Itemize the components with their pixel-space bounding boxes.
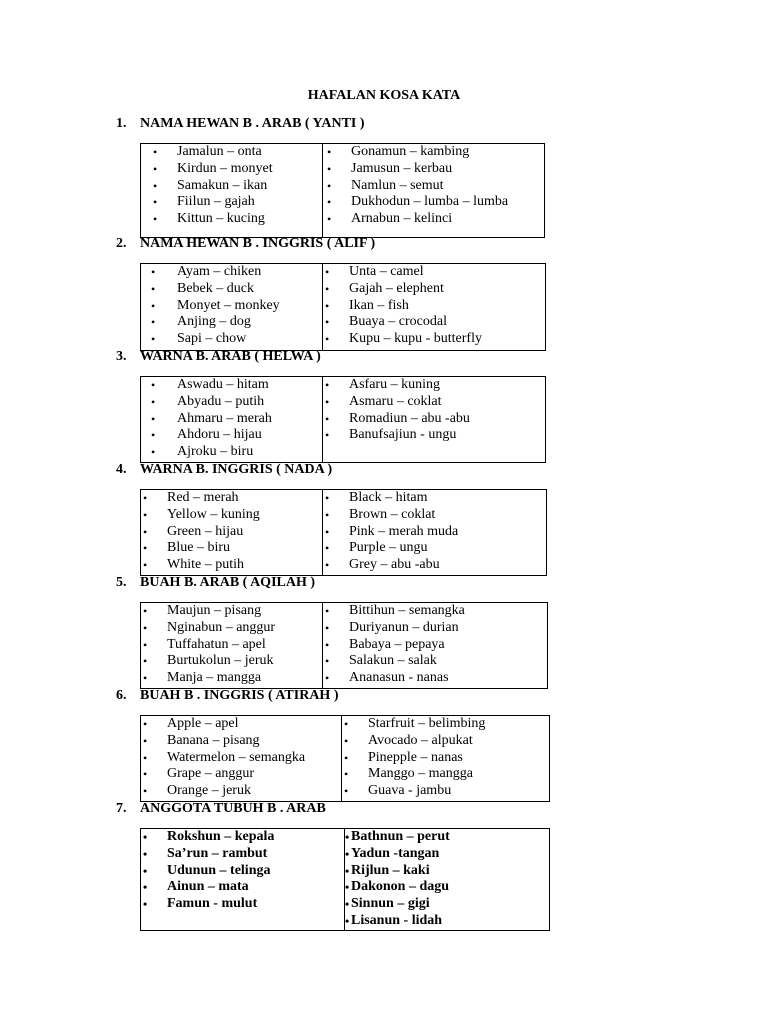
vocab-item	[323, 178, 544, 195]
vocab-item	[141, 377, 322, 394]
section-heading	[116, 688, 339, 704]
bullet-icon: •	[325, 332, 330, 347]
bullet-icon: •	[143, 830, 148, 844]
bullet-icon: •	[344, 750, 349, 765]
vocab-item	[141, 444, 322, 461]
section-title: WARNA B. ARAB ( HELWA )	[140, 349, 321, 364]
vocab-text: Sapi – chow	[177, 331, 247, 347]
bullet-icon: •	[143, 717, 148, 731]
vocab-item	[323, 653, 547, 670]
vocab-item	[141, 331, 322, 348]
section-number: 6.	[116, 688, 127, 703]
vocab-item	[345, 829, 549, 846]
vocab-text: Sa’run – rambut	[167, 845, 268, 861]
vocab-text: Grey – abu -abu	[349, 557, 440, 573]
vocab-text: Purple – ungu	[349, 540, 428, 556]
bullet-icon: •	[143, 558, 148, 573]
bullet-icon: •	[143, 897, 148, 912]
bullet-icon: •	[325, 428, 330, 443]
vocab-item	[323, 314, 545, 331]
vocab-column-right	[323, 144, 545, 238]
vocab-text: Sinnun – gigi	[351, 896, 430, 912]
vocab-text: Bathnun – perut	[351, 829, 450, 844]
vocab-column-left	[141, 377, 323, 463]
vocab-text: Ajroku – biru	[177, 444, 254, 460]
bullet-icon: •	[325, 378, 330, 392]
vocab-item	[141, 211, 322, 228]
vocab-text: Avocado – alpukat	[368, 732, 473, 748]
bullet-icon: •	[345, 913, 350, 928]
vocab-text: Kirdun – monyet	[177, 160, 273, 176]
vocab-column-left	[141, 829, 345, 931]
vocab-text: Dukhodun – lumba – lumba	[351, 194, 509, 210]
bullet-icon: •	[327, 161, 332, 176]
vocab-item	[141, 670, 322, 687]
vocab-item	[323, 331, 545, 348]
section-number: 2.	[116, 236, 127, 251]
vocab-column-right	[323, 264, 546, 351]
vocab-text: Udunun – telinga	[167, 862, 271, 878]
vocab-item	[141, 733, 341, 750]
bullet-icon: •	[325, 524, 330, 539]
vocab-text: Manja – mangga	[167, 670, 262, 686]
vocab-item	[141, 264, 322, 281]
bullet-icon: •	[325, 507, 330, 522]
vocab-item	[141, 846, 344, 863]
vocab-text: Fiilun – gajah	[177, 194, 255, 210]
vocab-text: Dakonon – dagu	[351, 879, 450, 895]
vocab-table	[140, 263, 546, 351]
bullet-icon: •	[327, 145, 332, 159]
vocab-item	[141, 314, 322, 331]
vocab-item	[141, 653, 322, 670]
vocab-text: Ananasun - nanas	[349, 670, 449, 686]
vocab-text: Ahdoru – hijau	[177, 427, 262, 443]
vocab-item	[141, 507, 322, 524]
vocab-column-right	[345, 829, 550, 931]
bullet-icon: •	[325, 298, 330, 313]
bullet-icon: •	[143, 733, 148, 748]
vocab-text: Gonamun – kambing	[351, 144, 470, 159]
vocab-text: Duriyanun – durian	[349, 619, 459, 635]
vocab-text: Ahmaru – merah	[177, 410, 272, 426]
bullet-icon: •	[143, 846, 148, 861]
bullet-icon: •	[327, 178, 332, 193]
vocab-item	[345, 913, 549, 930]
section-number: 3.	[116, 349, 127, 364]
bullet-icon: •	[325, 265, 330, 279]
bullet-icon: •	[151, 281, 156, 296]
section-heading	[116, 116, 365, 132]
vocab-table	[140, 143, 545, 238]
vocab-text: Pinepple – nanas	[368, 749, 463, 765]
vocab-text: Aswadu – hitam	[177, 377, 269, 392]
vocab-column-right	[323, 490, 547, 576]
vocab-item	[345, 896, 549, 913]
vocab-text: Gajah – elephent	[349, 280, 444, 296]
vocab-text: Arnabun – kelinci	[351, 211, 453, 227]
vocab-item	[323, 394, 545, 411]
vocab-text: Bebek – duck	[177, 280, 254, 296]
vocab-item	[323, 524, 546, 541]
section-title: WARNA B. INGGRIS ( NADA )	[140, 462, 333, 477]
vocab-item	[323, 490, 546, 507]
bullet-icon: •	[325, 604, 330, 618]
vocab-column-left	[141, 603, 323, 689]
vocab-item	[141, 783, 341, 800]
vocab-item	[141, 281, 322, 298]
bullet-icon: •	[151, 332, 156, 347]
vocab-item	[141, 829, 344, 846]
vocab-table	[140, 376, 546, 463]
vocab-item	[345, 846, 549, 863]
vocab-text: Apple – apel	[167, 716, 239, 731]
bullet-icon: •	[325, 281, 330, 296]
bullet-icon: •	[325, 671, 330, 686]
vocab-item	[323, 507, 546, 524]
section-heading	[116, 462, 332, 478]
vocab-item	[141, 557, 322, 574]
vocab-item	[323, 603, 547, 620]
vocab-text: Samakun – ikan	[177, 177, 268, 193]
vocab-column-left	[141, 490, 323, 576]
bullet-icon: •	[151, 298, 156, 313]
bullet-icon: •	[344, 717, 349, 731]
vocab-text: Asmaru – coklat	[349, 393, 442, 409]
vocab-item	[323, 161, 544, 178]
vocab-item	[323, 377, 545, 394]
bullet-icon: •	[345, 846, 350, 861]
vocab-item	[141, 194, 322, 211]
vocab-text: Pink – merah muda	[349, 523, 459, 539]
bullet-icon: •	[151, 445, 156, 460]
vocab-table	[140, 602, 548, 689]
vocab-text: Ainun – mata	[167, 879, 249, 895]
vocab-text: Orange – jeruk	[167, 783, 251, 799]
bullet-icon: •	[344, 767, 349, 782]
vocab-text: Kittun – kucing	[177, 211, 265, 227]
vocab-item	[141, 144, 322, 161]
vocab-item	[345, 879, 549, 896]
vocab-item	[141, 411, 322, 428]
vocab-table	[140, 715, 550, 802]
vocab-item	[323, 264, 545, 281]
section-heading	[116, 801, 326, 817]
bullet-icon: •	[325, 637, 330, 652]
vocab-text: Buaya – crocodal	[349, 314, 447, 330]
section-title: NAMA HEWAN B . INGGRIS ( ALIF )	[140, 236, 376, 251]
vocab-text: Salakun – salak	[349, 653, 437, 669]
vocab-item	[141, 896, 344, 913]
vocab-text: Green – hijau	[167, 523, 244, 539]
bullet-icon: •	[143, 671, 148, 686]
vocab-item	[323, 557, 546, 574]
bullet-icon: •	[325, 558, 330, 573]
bullet-icon: •	[143, 491, 148, 505]
bullet-icon: •	[151, 315, 156, 330]
vocab-item	[342, 750, 549, 767]
section-number: 5.	[116, 575, 127, 590]
vocab-text: Banufsajiun - ungu	[349, 427, 457, 443]
vocab-text: Banana – pisang	[167, 732, 260, 748]
vocab-text: Famun - mulut	[167, 896, 258, 912]
vocab-item	[342, 766, 549, 783]
vocab-item	[141, 178, 322, 195]
vocab-table	[140, 489, 547, 576]
vocab-item	[141, 540, 322, 557]
bullet-icon: •	[345, 880, 350, 895]
vocab-item	[323, 620, 547, 637]
bullet-icon: •	[345, 897, 350, 912]
vocab-column-right	[342, 716, 550, 802]
vocab-item	[141, 863, 344, 880]
vocab-item	[323, 298, 545, 315]
vocab-column-right	[323, 377, 546, 463]
vocab-text: Yadun -tangan	[351, 845, 440, 861]
vocab-text: Black – hitam	[349, 490, 428, 505]
vocab-text: Grape – anggur	[167, 766, 255, 782]
vocab-column-left	[141, 144, 323, 238]
vocab-item	[141, 161, 322, 178]
bullet-icon: •	[143, 784, 148, 799]
bullet-icon: •	[143, 750, 148, 765]
vocab-item	[323, 411, 545, 428]
vocab-item	[141, 524, 322, 541]
vocab-item	[141, 879, 344, 896]
section-title: ANGGOTA TUBUH B . ARAB	[140, 801, 326, 816]
vocab-text: Watermelon – semangka	[167, 749, 306, 765]
bullet-icon: •	[151, 428, 156, 443]
bullet-icon: •	[325, 394, 330, 409]
vocab-item	[141, 766, 341, 783]
vocab-text: Jamusun – kerbau	[351, 160, 453, 176]
vocab-item	[323, 637, 547, 654]
bullet-icon: •	[143, 880, 148, 895]
bullet-icon: •	[153, 212, 158, 227]
vocab-text: Monyet – monkey	[177, 297, 280, 313]
vocab-text: Maujun – pisang	[167, 603, 262, 618]
vocab-text: Nginabun – anggur	[167, 619, 276, 635]
bullet-icon: •	[143, 507, 148, 522]
bullet-icon: •	[151, 265, 156, 279]
vocab-text: Rokshun – kepala	[167, 829, 275, 844]
vocab-text: Lisanun - lidah	[351, 912, 443, 928]
section-title: BUAH B. ARAB ( AQILAH )	[140, 575, 316, 590]
bullet-icon: •	[143, 604, 148, 618]
bullet-icon: •	[151, 378, 156, 392]
vocab-text: Romadiun – abu -abu	[349, 410, 470, 426]
bullet-icon: •	[153, 178, 158, 193]
vocab-item	[342, 783, 549, 800]
vocab-column-left	[141, 264, 323, 351]
bullet-icon: •	[143, 524, 148, 539]
vocab-item	[141, 750, 341, 767]
vocab-item	[323, 427, 545, 444]
vocab-item	[141, 603, 322, 620]
bullet-icon: •	[345, 863, 350, 878]
vocab-text: Babaya – pepaya	[349, 636, 445, 652]
section-heading	[116, 236, 375, 252]
bullet-icon: •	[325, 541, 330, 556]
vocab-item	[141, 716, 341, 733]
vocab-text: Guava - jambu	[368, 783, 452, 799]
vocab-text: Red – merah	[167, 490, 239, 505]
vocab-item	[345, 863, 549, 880]
vocab-text: Namlun – semut	[351, 177, 444, 193]
vocab-text: Burtukolun – jeruk	[167, 653, 274, 669]
vocab-item	[342, 716, 549, 733]
bullet-icon: •	[327, 212, 332, 227]
section-title: NAMA HEWAN B . ARAB ( YANTI )	[140, 116, 365, 131]
bullet-icon: •	[151, 411, 156, 426]
vocab-text: Tuffahatun – apel	[167, 636, 266, 652]
vocab-column-left	[141, 716, 342, 802]
vocab-item	[141, 490, 322, 507]
vocab-item	[141, 298, 322, 315]
vocab-item	[323, 670, 547, 687]
vocab-text: Kupu – kupu - butterfly	[349, 331, 482, 347]
vocab-text: Jamalun – onta	[177, 144, 262, 159]
vocab-text: Bittihun – semangka	[349, 603, 465, 618]
section-number: 4.	[116, 462, 127, 477]
vocab-item	[323, 281, 545, 298]
vocab-item	[342, 733, 549, 750]
vocab-item	[323, 144, 544, 161]
vocab-item	[141, 637, 322, 654]
vocab-item	[141, 620, 322, 637]
bullet-icon: •	[143, 541, 148, 556]
vocab-text: Brown – coklat	[349, 506, 436, 522]
vocab-text: Starfruit – belimbing	[368, 716, 486, 731]
bullet-icon: •	[153, 195, 158, 210]
vocab-text: Unta – camel	[349, 264, 424, 279]
bullet-icon: •	[143, 767, 148, 782]
vocab-item	[141, 427, 322, 444]
section-number: 7.	[116, 801, 127, 816]
vocab-text: Rijlun – kaki	[351, 862, 430, 878]
vocab-text: Anjing – dog	[177, 314, 251, 330]
bullet-icon: •	[325, 620, 330, 635]
vocab-text: Ayam – chiken	[177, 264, 262, 279]
vocab-item	[323, 211, 544, 228]
vocab-item	[141, 394, 322, 411]
bullet-icon: •	[344, 733, 349, 748]
vocab-item	[323, 194, 544, 211]
bullet-icon: •	[151, 394, 156, 409]
section-number: 1.	[116, 116, 127, 131]
vocab-text: White – putih	[167, 557, 244, 573]
vocab-text: Asfaru – kuning	[349, 377, 440, 392]
bullet-icon: •	[325, 491, 330, 505]
bullet-icon: •	[325, 411, 330, 426]
vocab-text: Yellow – kuning	[167, 506, 260, 522]
page-title: HAFALAN KOSA KATA	[307, 88, 461, 103]
vocab-text: Blue – biru	[167, 540, 230, 556]
bullet-icon: •	[143, 637, 148, 652]
vocab-text: Manggo – mangga	[368, 766, 473, 782]
vocab-table	[140, 828, 550, 931]
vocab-text: Abyadu – putih	[177, 393, 265, 409]
vocab-item	[323, 540, 546, 557]
bullet-icon: •	[327, 195, 332, 210]
vocab-column-right	[323, 603, 548, 689]
section-title: BUAH B . INGGRIS ( ATIRAH )	[140, 688, 339, 703]
bullet-icon: •	[143, 654, 148, 669]
bullet-icon: •	[345, 830, 350, 844]
bullet-icon: •	[153, 161, 158, 176]
bullet-icon: •	[153, 145, 158, 159]
bullet-icon: •	[143, 620, 148, 635]
vocab-text: Ikan – fish	[349, 297, 409, 313]
section-heading	[116, 575, 315, 591]
bullet-icon: •	[325, 654, 330, 669]
section-heading	[116, 349, 321, 365]
bullet-icon: •	[325, 315, 330, 330]
bullet-icon: •	[143, 863, 148, 878]
bullet-icon: •	[344, 784, 349, 799]
